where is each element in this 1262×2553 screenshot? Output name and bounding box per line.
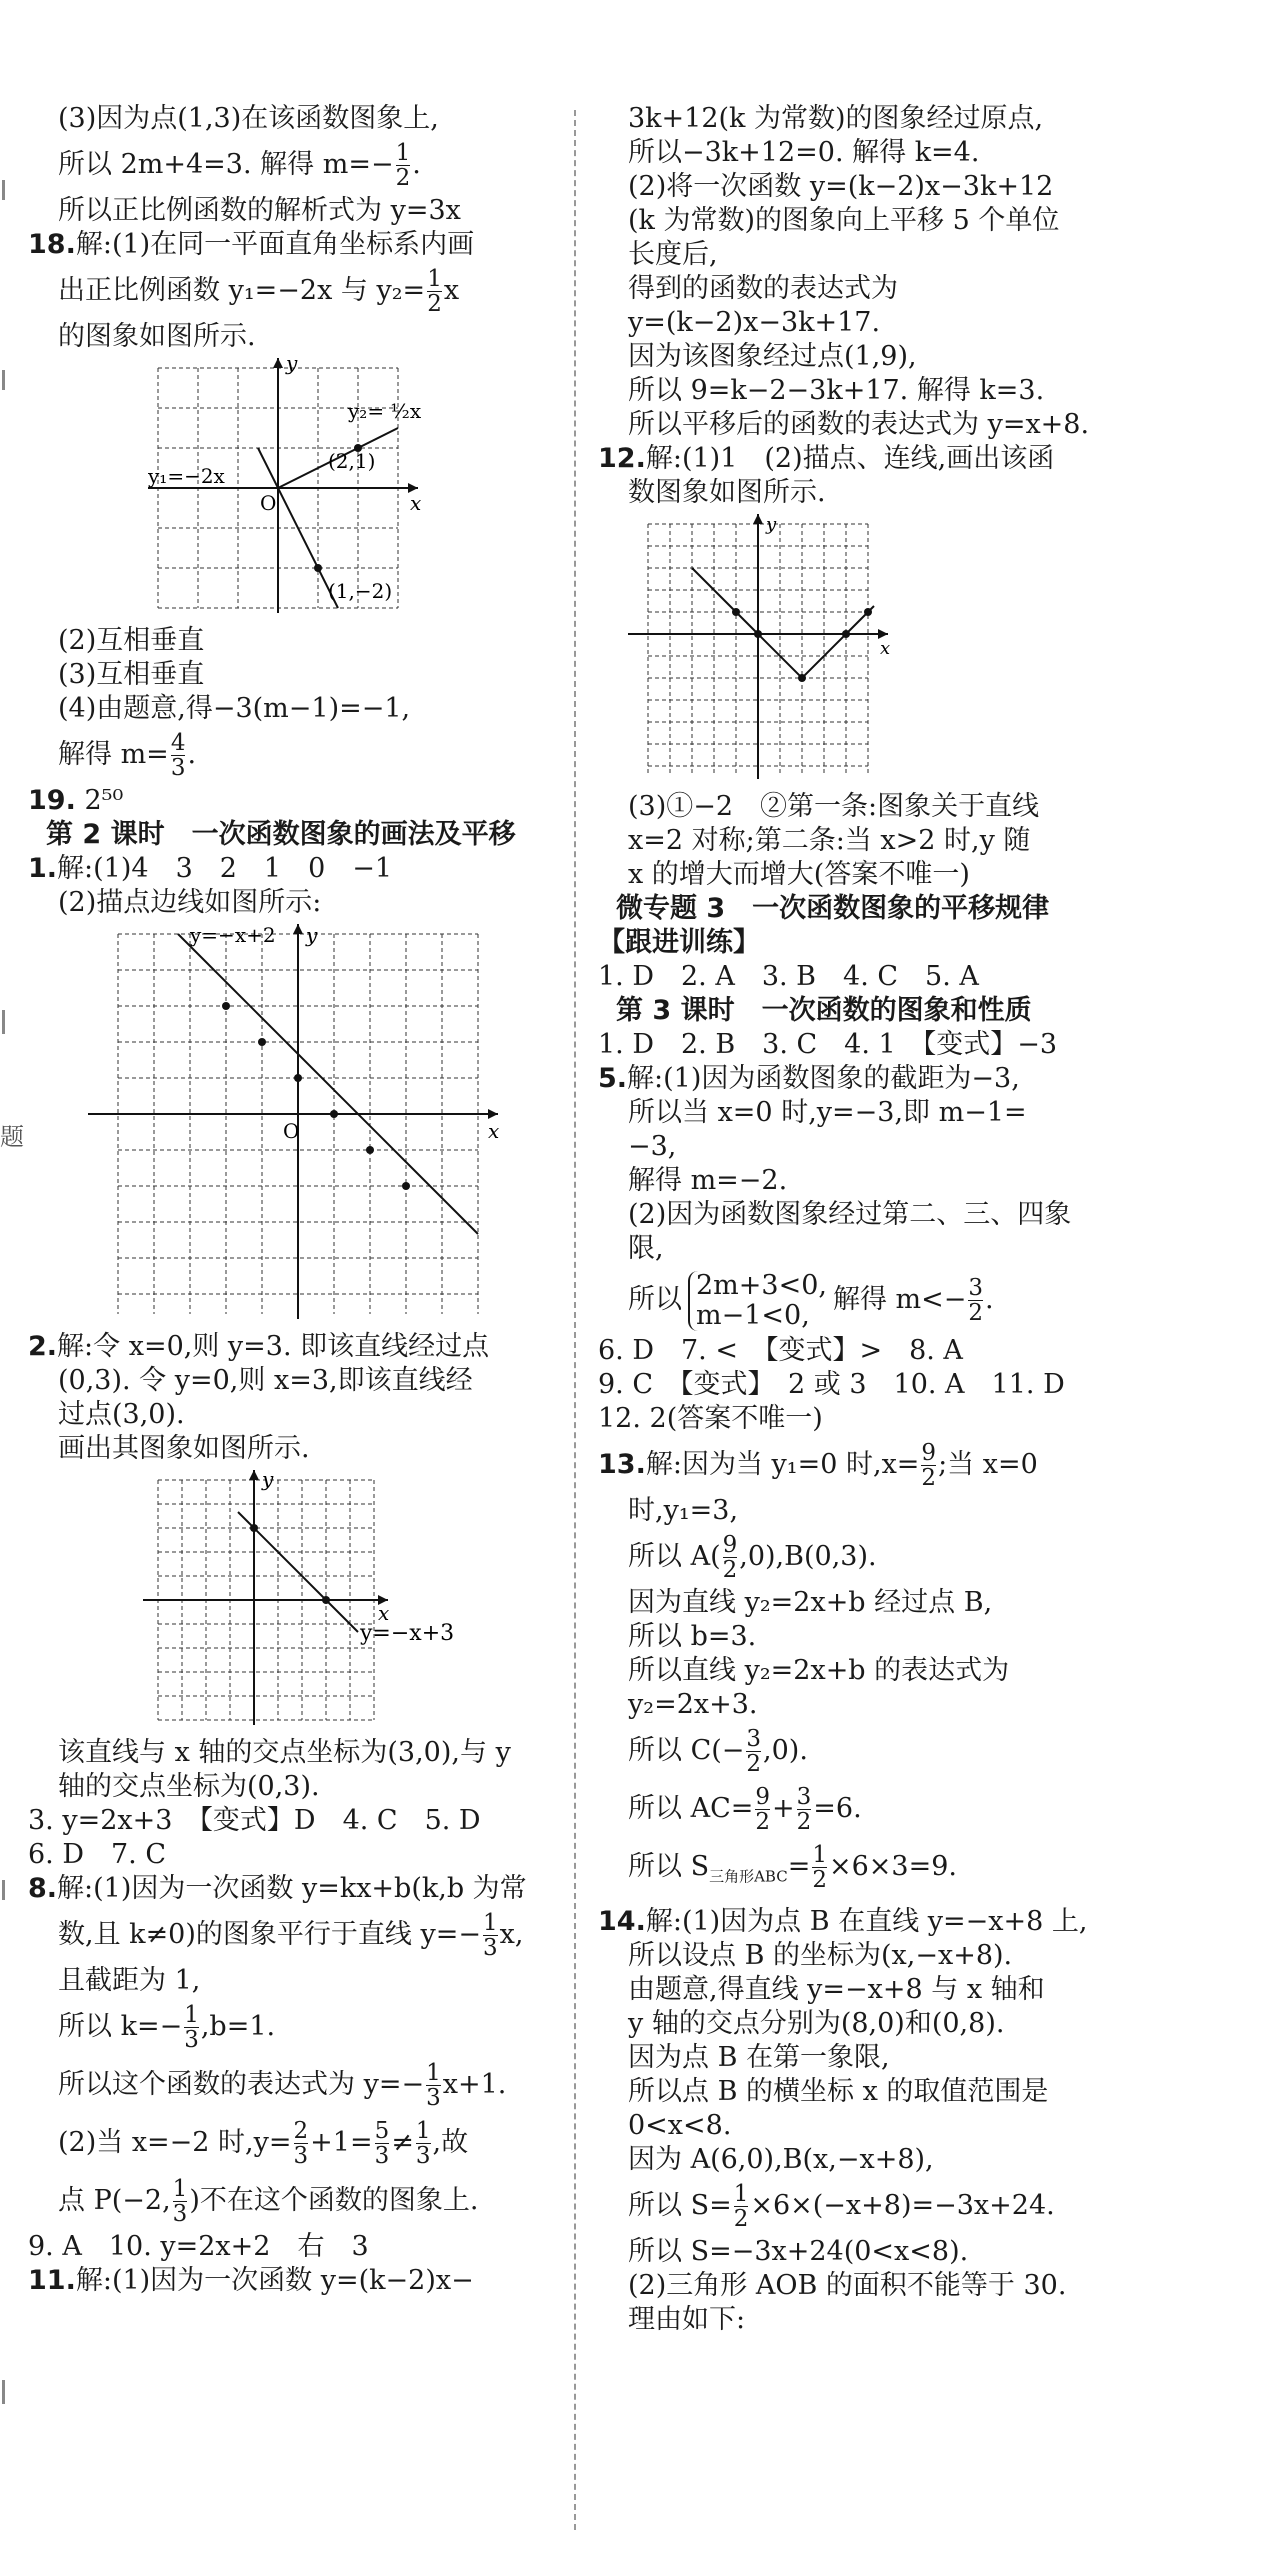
text-line: 解得 m= $\frac{4}{3}$ . (58, 730, 197, 781)
question-1: 1.解:(1)4 3 2 1 0 −1 (28, 853, 393, 884)
fraction: $\frac{9}{2}$ (921, 1440, 937, 1491)
text-line: 数图象如图所示. (628, 477, 826, 508)
edge-mark (2, 180, 5, 200)
fraction: $\frac{1}{3}$ (172, 2176, 188, 2227)
text-line: 所以正比例函数的解析式为 y=3x (58, 195, 461, 226)
inequality-system: 2m+3<0, m−1<0, (688, 1271, 827, 1331)
fraction: $\frac{1}{2}$ (395, 140, 411, 191)
text-line: (2)当 x=−2 时,y= $\frac{2}{3}$ +1= $\frac{5}{3}$ ≠ $\frac{1}{3}$ ,故 (58, 2118, 469, 2169)
answer-line: 6. D 7. C (28, 1839, 166, 1870)
text-line: y₂=2x+3. (628, 1689, 758, 1720)
text-line: 由题意,得直线 y=−x+8 与 x 轴和 (628, 1974, 1045, 2006)
svg-text:x: x (410, 491, 422, 515)
answer-line: 9. A 10. y=2x+2 右 3 (28, 2231, 369, 2262)
question-13: 13.解:因为当 y₁=0 时,x= $\frac{9}{2}$ ;当 x=0 (598, 1440, 1038, 1491)
text-line: 所以 b=3. (628, 1621, 757, 1652)
text-line: 得到的函数的表达式为 (628, 273, 898, 304)
text-line: (k 为常数)的图象向上平移 5 个单位 (628, 205, 1060, 236)
text-line: 所以 A( $\frac{9}{2}$ ,0),B(0,3). (628, 1532, 877, 1583)
graph-label: y₁=−2x (148, 464, 225, 488)
question-5: 5.解:(1)因为函数图象的截距为−3, (598, 1063, 1020, 1094)
answer-line: 9. C 【变式】 2 或 3 10. A 11. D (598, 1369, 1065, 1400)
text-line: 所以设点 B 的坐标为(x,−x+8). (628, 1940, 1013, 1972)
text-line: x=2 对称;第二条:当 x>2 时,y 随 (628, 825, 1031, 856)
fraction: $\frac{1}{2}$ (733, 2181, 749, 2233)
graph-q2 (138, 1470, 678, 1730)
answer-line: 12. 2(答案不唯一) (598, 1403, 823, 1434)
text-line: 点 P(−2, $\frac{1}{3}$ )不在这个函数的图象上. (58, 2176, 479, 2227)
fraction: $\frac{2}{3}$ (293, 2118, 309, 2169)
text-line: 0<x<8. (628, 2110, 732, 2142)
answer-line: 6. D 7. < 【变式】> 8. A (598, 1335, 963, 1366)
topic-3-heading: 微专题 3 一次函数图象的平移规律 (616, 893, 1050, 924)
question-2: 2.解:令 x=0,则 y=3. 即该直线经过点 (28, 1331, 490, 1362)
svg-text:x: x (378, 1601, 390, 1625)
lesson-2-heading: 第 2 课时 一次函数图象的画法及平移 (46, 819, 516, 850)
graph-q12 (618, 514, 1178, 784)
side-glyph: 题 (0, 1123, 24, 1151)
answer-line: 3. y=2x+3 【变式】D 4. C 5. D (28, 1805, 481, 1836)
fraction: $\frac{4}{3}$ (170, 730, 186, 781)
text-line: (2)描点边线如图所示: (58, 887, 322, 918)
text-line: 所以 AC= $\frac{9}{2}$ + $\frac{3}{2}$ =6. (628, 1784, 862, 1835)
question-14: 14.解:(1)因为点 B 在直线 y=−x+8 上, (598, 1906, 1088, 1938)
text-line: 过点(3,0). (58, 1399, 185, 1430)
text-line: 且截距为 1, (58, 1965, 201, 1996)
text-line: (3)①−2 ②第一条:图象关于直线 (628, 791, 1040, 822)
svg-text:y=−x+2: y=−x+2 (190, 924, 276, 947)
fraction: $\frac{1}{3}$ (426, 2060, 441, 2111)
svg-text:y: y (766, 514, 777, 535)
question-19: 19. 2⁵⁰ (28, 785, 124, 816)
text-line: 所以 2m+3<0, m−1<0, 解得 m<− $\frac{3}{2}$ . (628, 1269, 994, 1331)
text-line: 理由如下: (628, 2304, 746, 2336)
text-line: 该直线与 x 轴的交点坐标为(3,0),与 y (58, 1737, 511, 1768)
text-line: 画出其图象如图所示. (58, 1433, 310, 1464)
left-column (28, 102, 568, 2298)
graph-q1 (78, 924, 618, 1324)
text-line: y=(k−2)x−3k+17. (628, 307, 881, 338)
fraction: $\frac{9}{2}$ (755, 1784, 771, 1835)
edge-mark (2, 1010, 5, 1034)
text-line: 所以 $S_{三角形ABC}=$ $\frac{1}{2}$ ×6×3=9. (628, 1842, 957, 1893)
text-line: (3)因为点(1,3)在该函数图象上, (58, 103, 439, 134)
text-line: 因为直线 y₂=2x+b 经过点 B, (628, 1587, 993, 1618)
fraction: $\frac{3}{2}$ (796, 1784, 812, 1835)
svg-text:O: O (283, 1119, 300, 1143)
text-line: 因为点 B 在第一象限, (628, 2042, 890, 2074)
fraction: $\frac{9}{2}$ (722, 1532, 738, 1583)
fraction: $\frac{3}{2}$ (968, 1275, 984, 1326)
text-line: 所以−3k+12=0. 解得 k=4. (628, 137, 980, 168)
fraction: $\frac{5}{3}$ (374, 2118, 390, 2169)
text-line: (3)互相垂直 (58, 659, 205, 690)
text-line: 所以直线 y₂=2x+b 的表达式为 (628, 1655, 1010, 1686)
svg-text:(2,1): (2,1) (328, 449, 376, 473)
text-line: 所以当 x=0 时,y=−3,即 m−1= (628, 1097, 1027, 1128)
text-line: 限, (628, 1233, 664, 1264)
text-line: (2)将一次函数 y=(k−2)x−3k+12 (628, 171, 1054, 202)
text-line: 所以 S= $\frac{1}{2}$ ×6×(−x+8)=−3x+24. (628, 2181, 1055, 2233)
fraction: $\frac{1}{3}$ (482, 1910, 498, 1961)
text-line: (2)三角形 AOB 的面积不能等于 30. (628, 2270, 1067, 2302)
text-line: 长度后, (628, 239, 718, 270)
question-8: 8.解:(1)因为一次函数 y=kx+b(k,b 为常 (28, 1873, 527, 1904)
text-line: 所以 9=k−2−3k+17. 解得 k=3. (628, 375, 1045, 406)
fraction: $\frac{1}{2}$ (812, 1842, 827, 1893)
text-line: 所以 C(− $\frac{3}{2}$ ,0). (628, 1726, 808, 1777)
text-line: 的图象如图所示. (58, 321, 256, 352)
svg-text:y: y (286, 358, 298, 375)
text-line: 时,y₁=3, (628, 1495, 739, 1526)
svg-text:y: y (306, 924, 318, 947)
question-18: 18.解:(1)在同一平面直角坐标系内画 (28, 229, 475, 260)
text-line: 3k+12(k 为常数)的图象经过原点, (628, 103, 1044, 134)
svg-text:y=−x+3: y=−x+3 (360, 1621, 455, 1646)
text-line: 轴的交点坐标为(0,3). (58, 1771, 320, 1802)
svg-text:(1,−2): (1,−2) (328, 579, 393, 603)
svg-text:x: x (880, 638, 891, 659)
text-line: 解得 m=−2. (628, 1165, 788, 1196)
fraction: $\frac{1}{3}$ (184, 2002, 199, 2053)
fraction: $\frac{1}{3}$ (415, 2118, 431, 2169)
text-line: 所以 S=−3x+24(0<x<8). (628, 2236, 969, 2268)
text-line: −3, (628, 1131, 677, 1162)
text-line: 所以平移后的函数的表达式为 y=x+8. (628, 409, 1090, 440)
answer-line: 1. D 2. B 3. C 4. 1 【变式】−3 (598, 1029, 1057, 1060)
edge-mark (2, 370, 5, 390)
svg-text:y: y (262, 1470, 274, 1491)
svg-text:x: x (488, 1119, 500, 1143)
text-line: 因为该图象经过点(1,9), (628, 341, 917, 372)
fraction: $\frac{1}{2}$ (427, 266, 442, 317)
lesson-3-heading: 第 3 课时 一次函数的图象和性质 (616, 995, 1032, 1026)
text-line: 所以点 B 的横坐标 x 的取值范围是 (628, 2076, 1049, 2108)
text-line: 所以 k=− $\frac{1}{3}$ ,b=1. (58, 2002, 276, 2053)
answer-line: 1. D 2. A 3. B 4. C 5. A (598, 961, 979, 992)
edge-mark (2, 2380, 5, 2404)
question-11: 11.解:(1)因为一次函数 y=(k−2)x− (28, 2265, 474, 2296)
svg-text:y₂= ½x: y₂= ½x (348, 399, 422, 423)
text-line: (2)因为函数图象经过第二、三、四象 (628, 1199, 1072, 1230)
follow-up-heading: 【跟进训练】 (598, 927, 760, 958)
svg-text:O: O (260, 491, 277, 515)
text-line: 因为 A(6,0),B(x,−x+8), (628, 2144, 934, 2176)
edge-mark (2, 1880, 5, 1900)
text-line: 所以这个函数的表达式为 y=− $\frac{1}{3}$ x+1. (58, 2060, 507, 2111)
text-line: (4)由题意,得−3(m−1)=−1, (58, 693, 411, 724)
fraction: $\frac{3}{2}$ (746, 1726, 762, 1777)
text-line: 出正比例函数 y₁=−2x 与 y₂= $\frac{1}{2}$ x (58, 266, 460, 317)
text-line: x 的增大而增大(答案不唯一) (628, 859, 970, 890)
text-line: y 轴的交点分别为(8,0)和(0,8). (628, 2008, 1005, 2040)
text-line: 所以 2m+4=3. 解得 m=− $\frac{1}{2}$ . (58, 140, 421, 191)
text-line: 数,且 k≠0)的图象平行于直线 y=− $\frac{1}{3}$ x, (58, 1910, 524, 1961)
text-line: (0,3). 令 y=0,则 x=3,即该直线经 (58, 1365, 473, 1396)
question-12: 12.解:(1)1 (2)描点、连线,画出该函 (598, 443, 1055, 474)
text-line: (2)互相垂直 (58, 625, 205, 656)
right-column (598, 102, 1238, 2337)
